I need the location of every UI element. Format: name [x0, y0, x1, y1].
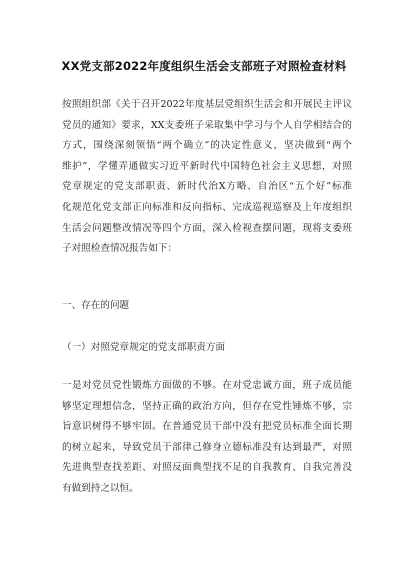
intro-line: 子对照检查情况报告如下：: [62, 243, 178, 255]
section-heading: 一、存在的问题: [62, 300, 130, 311]
body-line: 够坚定理想信念，坚持正确的政治方向，但存在党性锤炼不够，宗: [62, 400, 352, 412]
intro-line: 生活会问题整改情况等四个方面，深入检视查摆问题，现将支委班: [62, 222, 352, 234]
intro-line: 化规范化党支部正向标准和反向指标、完成巡视巡察及上年度组织: [62, 201, 352, 213]
body-line: 的树立起来，导致党员干部律己修身立德标准没有达到最严，对照: [62, 441, 352, 453]
intro-line: 党章规定的党支部职责、新时代治X方略、自治区“五个好”标准: [62, 181, 352, 193]
intro-line: 方式，围绕深刻领悟“两个确立”的决定性意义，坚决做到“两个: [62, 140, 352, 152]
subsection-heading: （一）对照党章规定的党支部职责方面: [62, 342, 226, 353]
document-title: XX党支部2022年度组织生活会支部班子对照检查材料: [61, 59, 347, 73]
intro-line: 按照组织部《关于召开2022年度基层党组织生活会和开展民主评议: [62, 99, 352, 110]
intro-line: 党员的通知》要求，XX支委班子采取集中学习与个人自学相结合的: [62, 119, 352, 131]
body-line: 旨意识树得不够牢固。在普通党员干部中没有把党员标准全面长期: [62, 421, 352, 433]
intro-paragraph: [62, 95, 352, 260]
body-line: 一是对党员党性锻炼方面做的不够。在对党忠诚方面，班子成员能: [62, 380, 352, 391]
body-paragraph: [62, 376, 352, 500]
body-line: 先进典型查找差距、对照反面典型找不足的自我教育、自我完善没: [62, 462, 352, 474]
intro-line: 维护”，学懂弄通做实习近平新时代中国特色社会主义思想，对照: [62, 160, 352, 172]
body-line: 有做到持之以恒。: [62, 482, 139, 494]
